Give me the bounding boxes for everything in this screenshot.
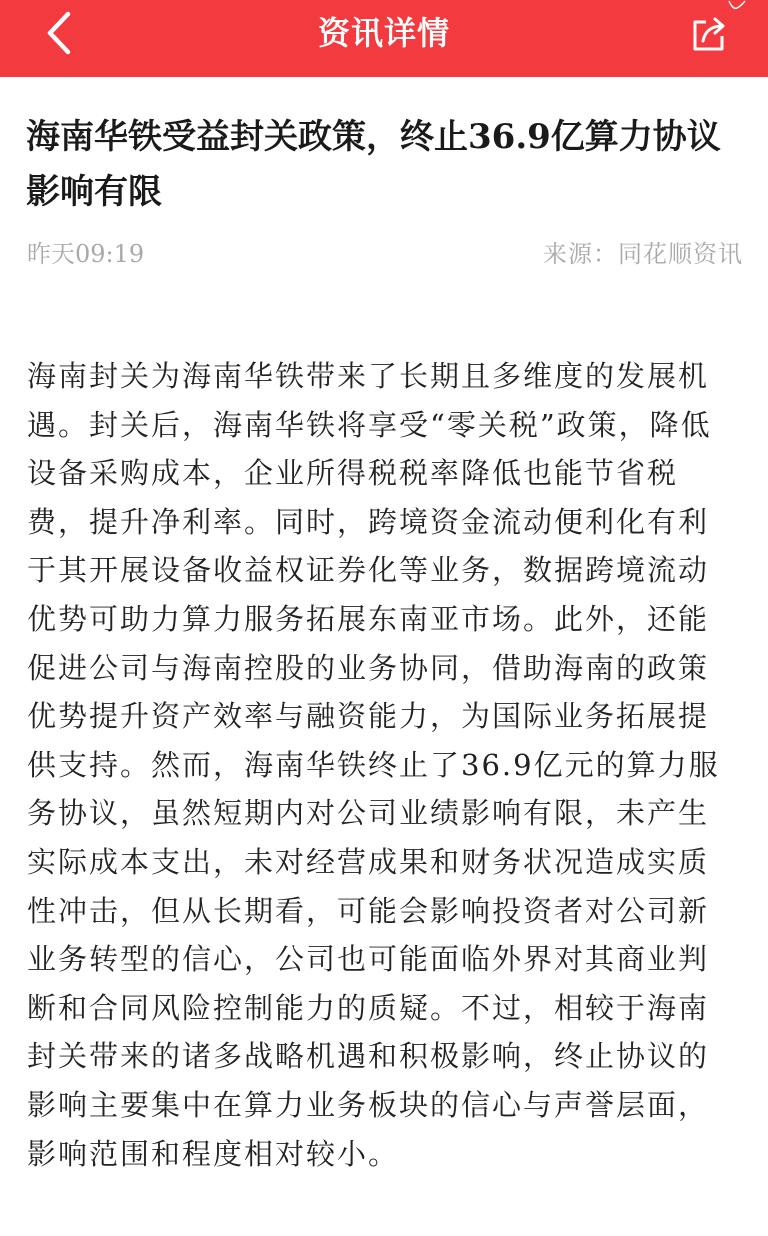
top-navigation-bar xyxy=(0,0,768,77)
article-meta xyxy=(27,236,743,272)
article-body: 海南封关为海南华铁带来了长期且多维度的发展机遇。封关后，海南华铁将享受“零关税”政策，降低设备采购成本，企业所得税税率降低也能节省税费，提升净利率。同时，跨境资金流动便利化有利于其开展设备收益权证券化等业务，数据跨境流动优势可助力算力服务拓展东南亚市场。此外，还能促进公司与海南控股的业务协同，借助海南的政策优势提升资产效率与融资能力，为国际业务拓展提供支持。然而，海南华铁终止了36.9亿元的算力服务协议，虽然短期内对公司业绩影响有限，未产生实际成本支出，未对经营成果和财务状况造成实质性冲击，但从长期看，可能会影响投资者对公司新业务转型的信心，公司也可能面临外界对其商业判断和合同风险控制能力的质疑。不过，相较于海南封关带来的诸多战略机遇和积极影响，终止协议的影响主要集中在算力业务板块的信心与声誉层面，影响范围和程度相对较小。 xyxy=(27,359,720,1171)
article-source: 来源：同花顺资讯 xyxy=(543,240,743,268)
share-button[interactable] xyxy=(688,13,728,53)
page-title: 资讯详情 xyxy=(317,14,450,52)
share-flourish-icon xyxy=(727,0,747,12)
article-title: 海南华铁受益封关政策，终止36.9亿算力协议影响有限 xyxy=(26,117,721,212)
share-icon xyxy=(688,13,728,53)
publish-time: 昨天09:19 xyxy=(27,240,145,268)
